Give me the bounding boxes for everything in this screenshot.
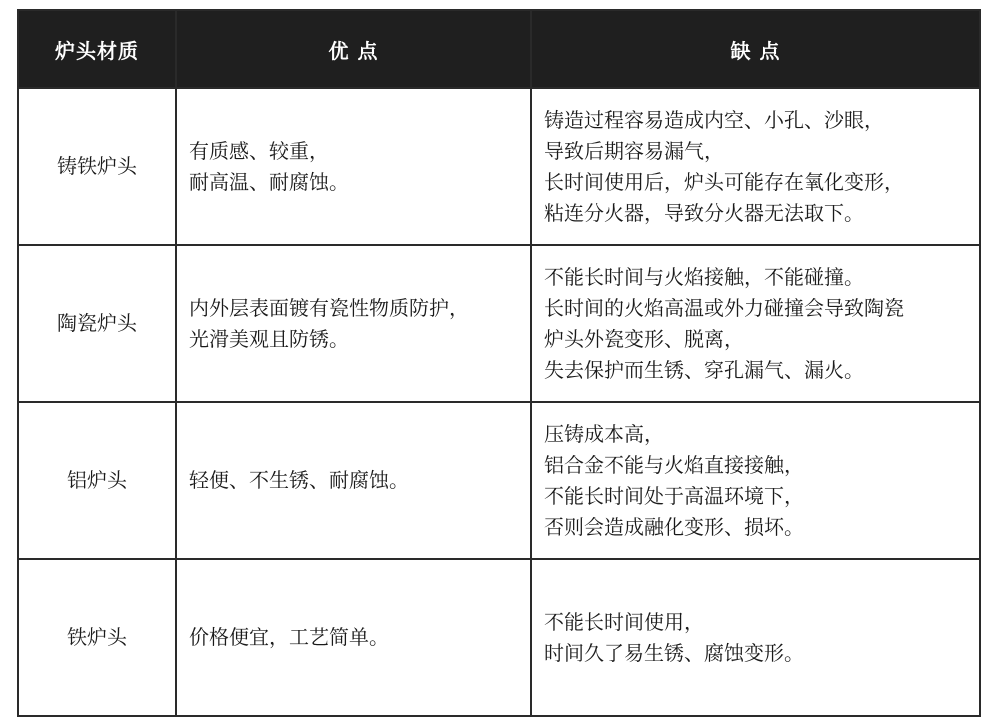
pros-line: 有质感、较重， [189, 138, 329, 163]
cons-line: 长时间的火焰高温或外力碰撞会导致陶瓷 [544, 295, 904, 320]
cons-line: 铝合金不能与火焰直接接触， [544, 452, 804, 477]
cons-line: 不能长时间处于高温环境下， [544, 483, 804, 508]
material-cell: 铝炉头 [18, 402, 176, 559]
header-pros: 优 点 [176, 10, 531, 88]
table-row [18, 88, 980, 245]
pros-line: 内外层表面镀有瓷性物质防护， [189, 295, 469, 320]
cons-line: 铸造过程容易造成内空、小孔、沙眼， [544, 107, 884, 132]
cons-line: 失去保护而生锈、穿孔漏气、漏火。 [544, 357, 864, 382]
cons-line: 不能长时间与火焰接触，不能碰撞。 [544, 264, 864, 289]
table-row [18, 559, 980, 716]
material-cell: 陶瓷炉头 [18, 245, 176, 402]
header-row [18, 10, 980, 88]
cons-cell [531, 245, 980, 402]
cons-cell [531, 402, 980, 559]
cons-line: 粘连分火器，导致分火器无法取下。 [544, 200, 864, 225]
table-body [18, 88, 980, 716]
cons-line: 否则会造成融化变形、损坏。 [544, 514, 804, 539]
cons-cell [531, 559, 980, 716]
pros-cell [176, 88, 531, 245]
material-cell: 铁炉头 [18, 559, 176, 716]
cons-line: 压铸成本高， [544, 421, 664, 446]
header-material: 炉头材质 [18, 10, 176, 88]
cons-line: 长时间使用后，炉头可能存在氧化变形， [544, 169, 904, 194]
pros-line: 耐高温、耐腐蚀。 [189, 169, 349, 194]
pros-cell [176, 245, 531, 402]
pros-cell [176, 559, 531, 716]
pros-line: 轻便、不生锈、耐腐蚀。 [189, 468, 409, 492]
cons-line: 导致后期容易漏气， [544, 138, 724, 163]
pros-line: 价格便宜，工艺简单。 [189, 625, 389, 649]
cons-cell [531, 88, 980, 245]
table-row [18, 245, 980, 402]
header-cons: 缺 点 [531, 10, 980, 88]
pros-cell [176, 402, 531, 559]
cons-line: 不能长时间使用， [544, 609, 704, 634]
pros-line: 光滑美观且防锈。 [189, 326, 349, 351]
table-row [18, 402, 980, 559]
material-cell: 铸铁炉头 [18, 88, 176, 245]
cons-line: 时间久了易生锈、腐蚀变形。 [544, 640, 804, 665]
cons-line: 炉头外瓷变形、脱离， [544, 326, 744, 351]
table-header [18, 10, 980, 88]
comparison-table [17, 9, 981, 717]
